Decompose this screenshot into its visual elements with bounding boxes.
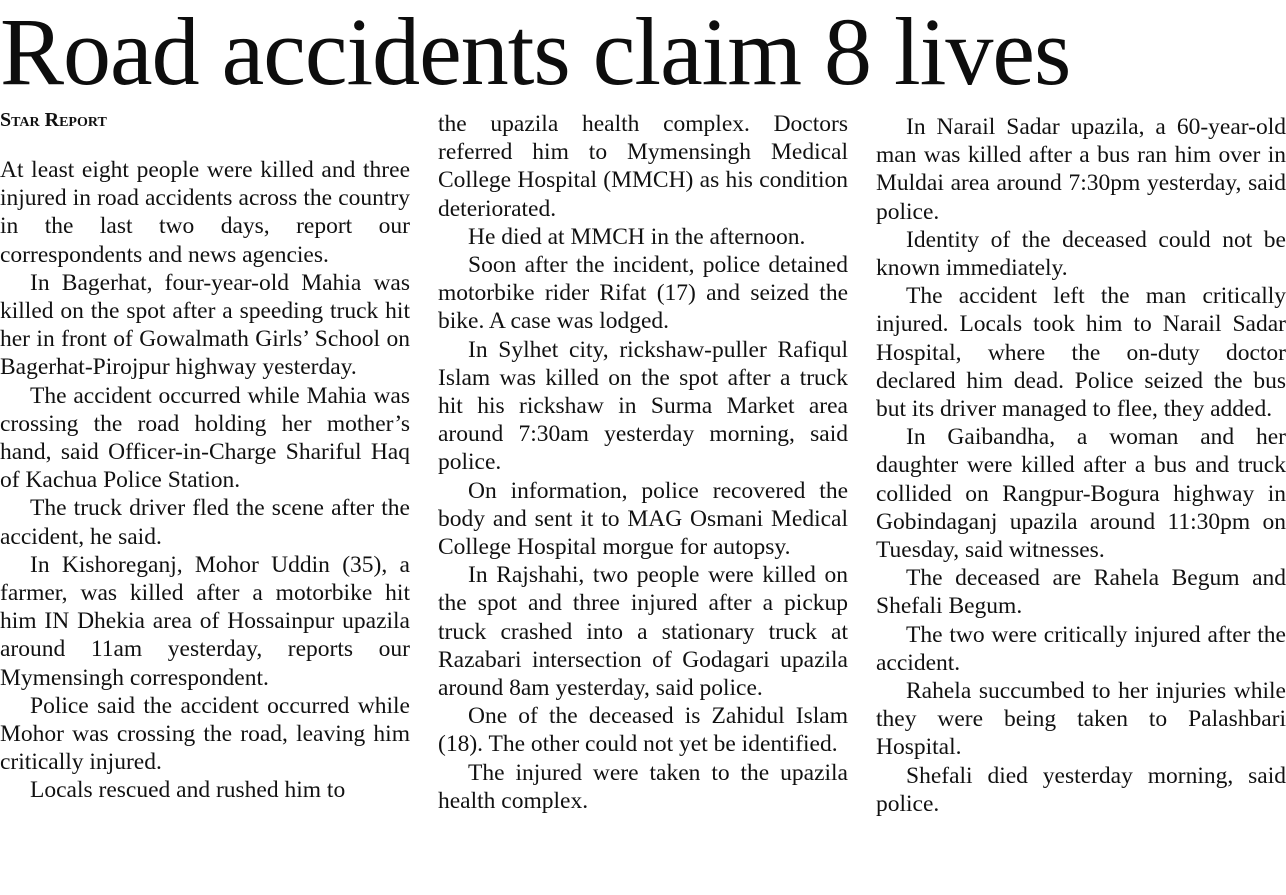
article-column-3: [876, 113, 1286, 818]
headline: Road accidents claim 8 lives: [0, 0, 1071, 105]
paragraph: One of the deceased is Zahidul Islam (18). The other could not yet be identified.: [438, 703, 848, 758]
paragraph: The accident left the man critically injured. Locals took him to Narail Sadar Hospital, where the on-duty doctor declared him dead. Police seized the bus but its driver managed to flee, they added.: [876, 283, 1286, 423]
paragraph: In Gaibandha, a woman and her daughter were killed after a bus and truck collided on Rangpur-Bogura highway in Gobindaganj upazila around 11:30pm on Tuesday, said witnesses.: [876, 424, 1286, 564]
paragraph: In Kishoreganj, Mohor Uddin (35), a farmer, was killed after a motorbike hit him IN Dhekia area of Hossainpur upazila around 11am yesterday, reports our Mymensingh correspondent.: [0, 551, 410, 691]
paragraph: He died at MMCH in the afternoon.: [468, 223, 806, 250]
paragraph: Locals rescued and rushed him to: [30, 777, 346, 804]
paragraph: The two were critically injured after the accident.: [876, 621, 1286, 676]
byline: Star Report: [0, 109, 107, 131]
paragraph: In Narail Sadar upazila, a 60-year-old man was killed after a bus ran him over in Muldai area around 7:30pm yesterday, said police.: [876, 114, 1286, 225]
paragraph: The truck driver fled the scene after the accident, he said.: [0, 495, 410, 550]
paragraph: Rahela succumbed to her injuries while they were being taken to Palashbari Hospital.: [876, 678, 1286, 761]
paragraph: the upazila health complex. Doctors referred him to Mymensingh Medical College Hospital (MMCH) as his condition deteriorated.: [438, 111, 848, 222]
paragraph: Police said the accident occurred while Mohor was crossing the road, leaving him critically injured.: [0, 692, 410, 776]
paragraph: In Rajshahi, two people were killed on the spot and three injured after a pickup truck crashed into a stationary truck at Razabari intersection of Godagari upazila around 8am yesterday, said police.: [438, 562, 848, 702]
paragraph: On information, police recovered the body and sent it to MAG Osmani Medical College Hospital morgue for autopsy.: [438, 477, 848, 561]
paragraph: In Sylhet city, rickshaw-puller Rafiqul Islam was killed on the spot after a truck hit his rickshaw in Surma Market area around 7:30am yesterday morning, said police.: [438, 336, 848, 476]
paragraph: The deceased are Rahela Begum and Shefali Begum.: [876, 565, 1286, 620]
paragraph: Identity of the deceased could not be known immediately.: [876, 226, 1286, 282]
paragraph: The injured were taken to the upazila health complex.: [438, 759, 848, 814]
article-column-1: [0, 110, 410, 805]
paragraph: Shefali died yesterday morning, said police.: [876, 762, 1286, 817]
paragraph: The accident occurred while Mahia was crossing the road holding her mother’s hand, said Officer-in-Charge Shariful Haq of Kachua Police Station.: [0, 382, 410, 494]
article-column-2: [438, 110, 848, 815]
paragraph: In Bagerhat, four-year-old Mahia was killed on the spot after a speeding truck hit her in front of Gowalmath Girls’ School on Bagerhat-Pirojpur highway yesterday.: [0, 269, 410, 381]
paragraph: At least eight people were killed and three injured in road accidents across the country in the last two days, report our correspondents and news agencies.: [0, 157, 410, 268]
paragraph: Soon after the incident, police detained motorbike rider Rifat (17) and seized the bike. A case was lodged.: [438, 252, 848, 335]
